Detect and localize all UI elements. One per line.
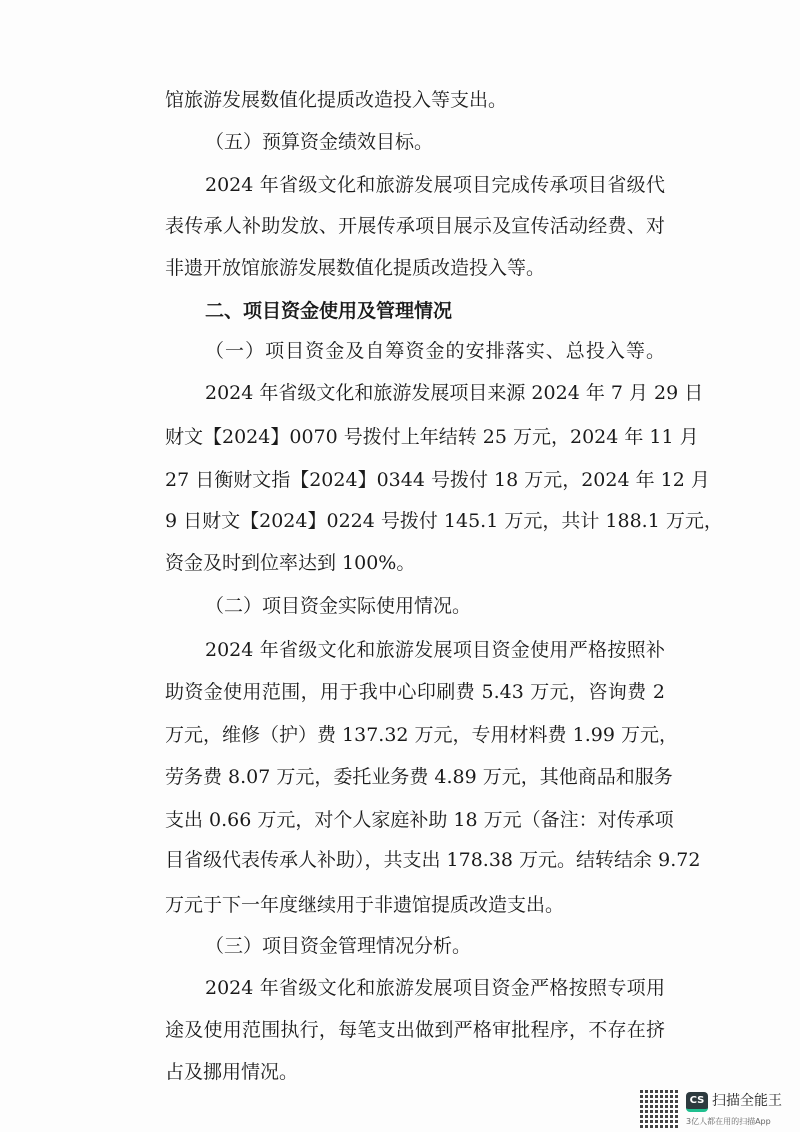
paragraph-line: 万元于下一年度继续用于非遗馆提质改造支出。 [165, 894, 565, 916]
paragraph-line: 途及使用范围执行，每笔支出做到严格审批程序，不存在挤 [165, 1019, 665, 1041]
paragraph-line: 2024 年省级文化和旅游发展项目资金严格按照专项用 [205, 977, 665, 999]
app-tagline: 3亿人都在用的扫描App [686, 1117, 771, 1126]
paragraph-line: 目省级代表传承人补助），共支出 178.38 万元。结转结余 9.72 [165, 849, 701, 871]
chapter-heading: 二、项目资金使用及管理情况 [205, 300, 453, 322]
section-heading: （五）预算资金绩效目标。 [205, 131, 434, 153]
paragraph-line: 支出 0.66 万元，对个人家庭补助 18 万元（备注：对传承项 [165, 809, 674, 831]
paragraph-line: 馆旅游发展数值化提质改造投入等支出。 [165, 89, 508, 111]
paragraph-line: 非遗开放馆旅游发展数值化提质改造投入等。 [165, 257, 546, 279]
paragraph-line: 2024 年省级文化和旅游发展项目完成传承项目省级代 [205, 174, 665, 196]
paragraph-line: 劳务费 8.07 万元，委托业务费 4.89 万元，其他商品和服务 [165, 766, 673, 788]
section-heading: （三）项目资金管理情况分析。 [205, 935, 472, 957]
paragraph-line: 2024 年省级文化和旅游发展项目来源 2024 年 7 月 29 日 [205, 382, 704, 404]
camscanner-logo-icon: CS [686, 1092, 708, 1112]
paragraph-line: 万元，维修（护）费 137.32 万元，专用材料费 1.99 万元， [165, 724, 678, 746]
scanner-watermark [640, 1090, 798, 1130]
paragraph-line: 表传承人补助发放、开展传承项目展示及宣传活动经费、对 [165, 215, 665, 237]
paragraph-line: 财文【2024】0070 号拨付上年结转 25 万元，2024 年 11 月 [165, 426, 699, 448]
section-heading: （一）项目资金及自筹资金的安排落实、总投入等。 [205, 340, 665, 362]
paragraph-line: 占及挪用情况。 [165, 1061, 299, 1083]
qr-code-icon [640, 1090, 678, 1128]
paragraph-line: 助资金使用范围，用于我中心印刷费 5.43 万元，咨询费 2 [165, 681, 665, 703]
paragraph-line: 27 日衡财文指【2024】0344 号拨付 18 万元，2024 年 12 月 [165, 469, 710, 491]
paragraph-line: 9 日财文【2024】0224 号拨付 145.1 万元，共计 188.1 万元， [165, 510, 723, 532]
paragraph-line: 2024 年省级文化和旅游发展项目资金使用严格按照补 [205, 639, 665, 661]
app-name: 扫描全能王 [712, 1093, 782, 1109]
section-heading: （二）项目资金实际使用情况。 [205, 595, 472, 617]
paragraph-line: 资金及时到位率达到 100%。 [165, 552, 416, 574]
